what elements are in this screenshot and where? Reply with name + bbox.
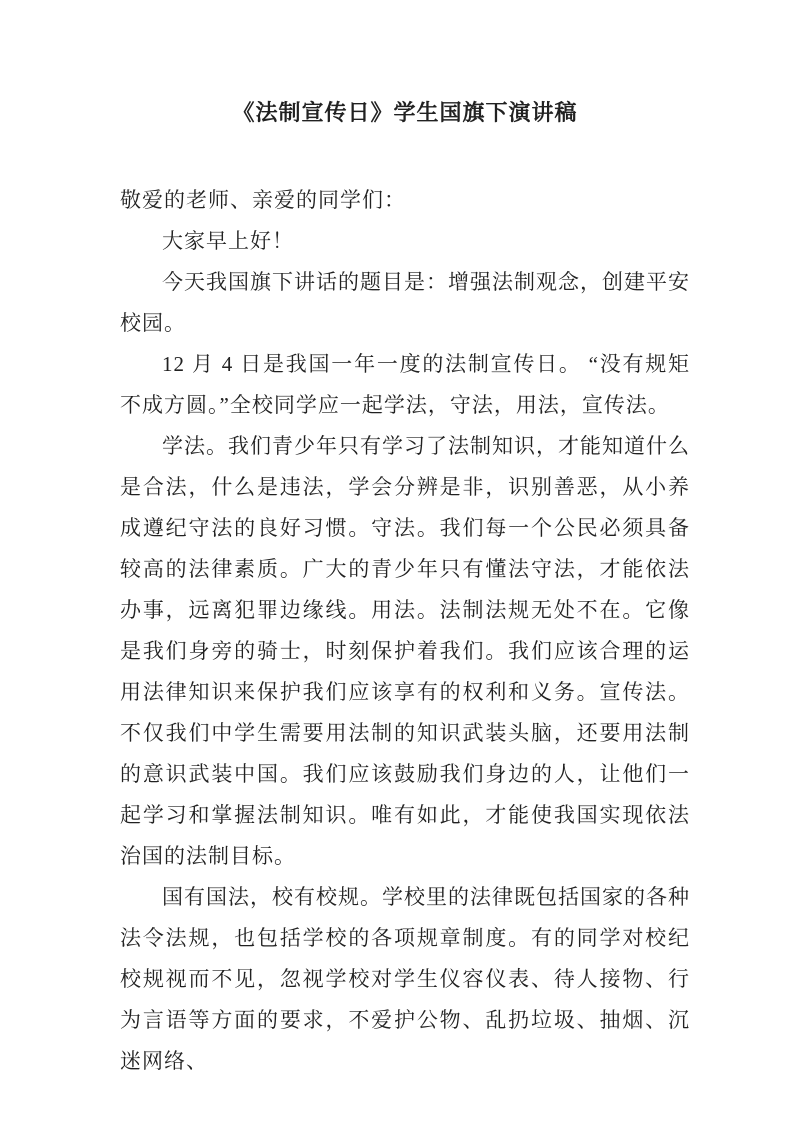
paragraph: 今天我国旗下讲话的题目是：增强法制观念，创建平安校园。 bbox=[120, 270, 690, 335]
document-title: 《法制宣传日》学生国旗下演讲稿 bbox=[232, 100, 578, 125]
paragraph: 大家早上好！ bbox=[162, 229, 294, 253]
paragraph: 国有国法，校有校规。学校里的法律既包括国家的各种法令法规，也包括学校的各项规章制度。有的同学对校纪校规视而不见，忽视学校对学生仪容仪表、待人接物、行为言语等方面的要求，不爱护公物、乱扔垃圾、抽烟、沉迷网络、 bbox=[120, 885, 690, 1073]
document-body bbox=[120, 180, 690, 1082]
paragraph: 12 月 4 日是我国一年一度的法制宣传日。 “没有规矩不成方圆。”全校同学应一起学法，守法，用法，宣传法。 bbox=[120, 352, 690, 417]
paragraph: 学法。我们青少年只有学习了法制知识，才能知道什么是合法，什么是违法，学会分辨是非，识别善恶，从小养成遵纪守法的良好习惯。守法。我们每一个公民必须具备较高的法律素质。广大的青少年只有懂法守法，才能依法办事，远离犯罪边缘线。用法。法制法规无处不在。它像是我们身旁的骑士，时刻保护着我们。我们应该合理的运用法律知识来保护我们应该享有的权利和义务。宣传法。不仅我们中学生需要用法制的知识武装头脑，还要用法制的意识武装中国。我们应该鼓励我们身边的人，让他们一起学习和掌握法制知识。唯有如此，才能使我国实现依法治国的法制目标。 bbox=[120, 434, 690, 868]
paragraph: 敬爱的老师、亲爱的同学们： bbox=[120, 188, 406, 212]
